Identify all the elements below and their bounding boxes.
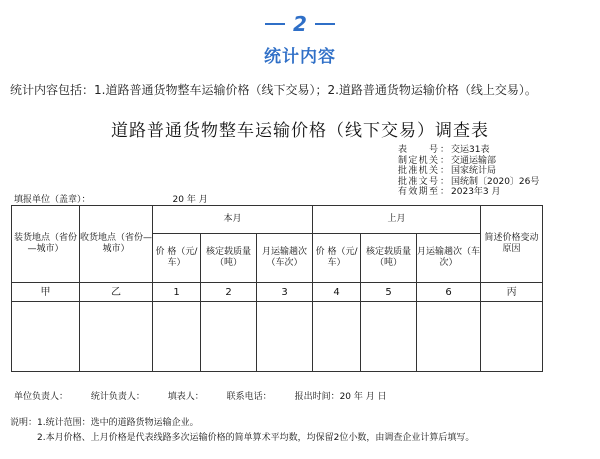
index-cell: 4 xyxy=(313,283,361,301)
meta-row-approver: 批准机关 ： 国家统计局 xyxy=(398,166,497,176)
meta-row-valid-until: 有效期至 ： 2023年3 月 xyxy=(398,187,501,197)
meta-key: 表号 xyxy=(398,145,438,155)
header-capacity-last-month: 核定载质量（吨） xyxy=(361,234,417,283)
unit-head-label: 单位负责人： xyxy=(14,392,69,402)
right-divider-line xyxy=(315,23,335,25)
index-cell: 丙 xyxy=(481,283,543,301)
empty-cell xyxy=(417,301,481,371)
header-last-month: 上月 xyxy=(313,206,481,234)
stat-head-label: 统计负责人： xyxy=(90,392,145,402)
index-row xyxy=(12,283,543,301)
meta-value: 国统制〔2020〕26号 xyxy=(451,176,540,187)
form-notes xyxy=(10,416,474,446)
empty-cell xyxy=(361,301,417,371)
meta-key: 制定机关 xyxy=(398,155,438,166)
index-cell: 1 xyxy=(153,283,201,301)
report-time-label: 报出时间：20 年 月 日 xyxy=(294,392,387,402)
survey-table xyxy=(11,205,543,372)
empty-cell xyxy=(313,301,361,371)
fill-unit-label: 填报单位（盖章）： xyxy=(14,195,91,205)
index-cell: 乙 xyxy=(80,283,153,301)
empty-cell xyxy=(257,301,313,371)
empty-cell xyxy=(481,301,543,371)
index-cell: 5 xyxy=(361,283,417,301)
fill-date: 20 年 月 xyxy=(172,195,208,205)
meta-value: 国家统计局 xyxy=(451,166,497,176)
empty-cell xyxy=(80,301,153,371)
phone-label: 联系电话： xyxy=(226,392,272,402)
index-cell: 6 xyxy=(417,283,481,301)
header-trips-last-month: 月运输趟次（车次） xyxy=(417,234,481,283)
empty-cell xyxy=(12,301,80,371)
index-cell: 甲 xyxy=(12,283,80,301)
left-divider-line xyxy=(265,23,285,25)
section-number: 2 xyxy=(293,12,307,36)
signature-footer xyxy=(14,389,407,402)
empty-cell xyxy=(153,301,201,371)
filler-label: 填表人： xyxy=(167,392,204,402)
meta-value: 交通运输部 xyxy=(451,155,497,166)
intro-text: 统计内容包括：1.道路普通货物整车运输价格（线下交易）；2.道路普通货物运输价格（线上交易）。 xyxy=(10,83,537,97)
header-price-last-month: 价 格（元/车） xyxy=(313,234,361,283)
note-1: 说明：1.统计范围：选中的道路货物运输企业。 xyxy=(10,418,199,428)
header-this-month: 本月 xyxy=(153,206,313,234)
meta-value: 交运31表 xyxy=(451,145,490,155)
meta-row-table-number: 表号 ： 交运31表 xyxy=(398,145,490,155)
blank-data-row xyxy=(12,301,543,371)
meta-key: 有效期至 xyxy=(398,187,438,197)
meta-row-approval-number: 批准文号 ： 国统制〔2020〕26号 xyxy=(398,176,540,187)
meta-value: 2023年3 月 xyxy=(451,187,501,197)
header-price-this-month: 价 格（元/车） xyxy=(153,234,201,283)
index-cell: 3 xyxy=(257,283,313,301)
index-cell: 2 xyxy=(201,283,257,301)
meta-key: 批准文号 xyxy=(398,176,438,187)
section-title: 统计内容 xyxy=(264,47,336,67)
meta-key: 批准机关 xyxy=(398,166,438,176)
fill-unit-row xyxy=(14,192,208,205)
header-trips-this-month: 月运输趟次（车次） xyxy=(257,234,313,283)
header-capacity-this-month: 核定载质量（吨） xyxy=(201,234,257,283)
meta-row-authority: 制定机关 ： 交通运输部 xyxy=(398,155,497,166)
form-title: 道路普通货物整车运输价格（线下交易）调查表 xyxy=(111,121,489,141)
section-number-header xyxy=(0,14,600,34)
form-meta-block xyxy=(398,145,539,198)
header-receiving-place: 收货地点（省份—城市） xyxy=(80,206,153,283)
note-2: 2.本月价格、上月价格是代表线路多次运输价格的简单算术平均数，均保留2位小数，由调查企业计算后填写。 xyxy=(37,433,475,443)
header-change-reason: 简述价格变动原因 xyxy=(481,206,543,283)
header-loading-place: 装货地点（省份—城市） xyxy=(12,206,80,283)
empty-cell xyxy=(201,301,257,371)
